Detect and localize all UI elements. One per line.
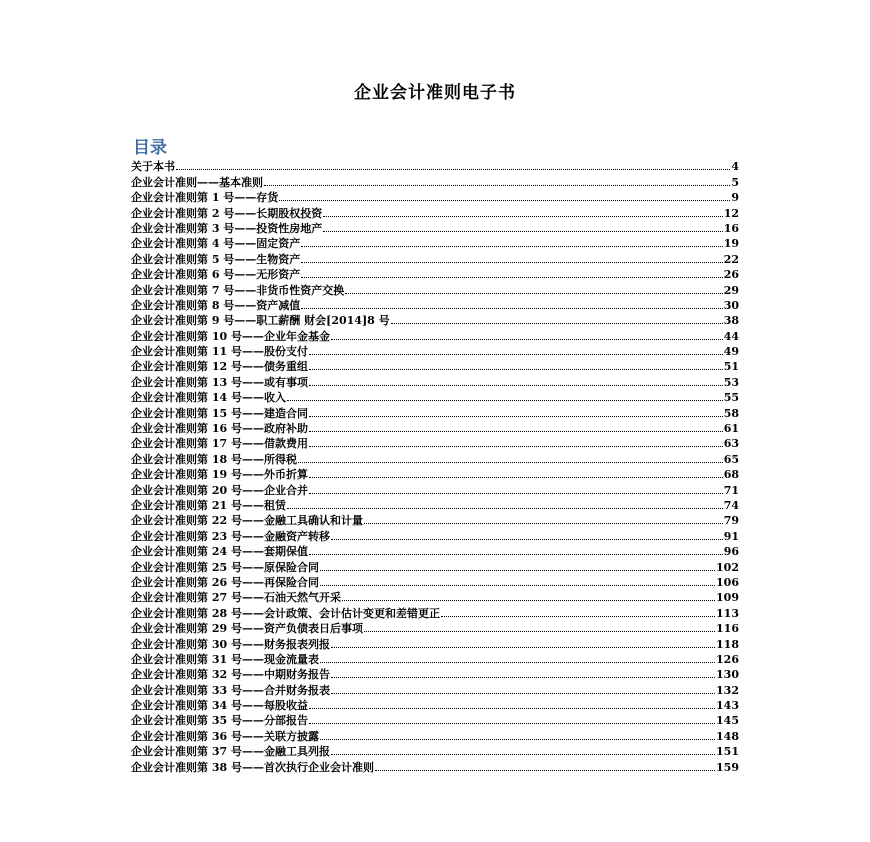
toc-entry[interactable]	[131, 575, 739, 590]
toc-entry-label: 企业会计准则第 32 号——中期财务报告	[131, 668, 330, 682]
toc-entry-label: 企业会计准则第 31 号——现金流量表	[131, 652, 319, 666]
toc-entry[interactable]	[131, 759, 739, 774]
toc-entry[interactable]	[131, 282, 739, 297]
toc-entry-page-number: 5	[731, 175, 739, 189]
toc-entry[interactable]	[131, 251, 739, 266]
toc-entry-page-number: 38	[723, 314, 739, 328]
toc-heading: 目录	[133, 138, 167, 158]
toc-entry[interactable]	[131, 682, 739, 697]
toc-entry-page-number: 74	[723, 498, 739, 512]
toc-entry-label: 企业会计准则第 35 号——分部报告	[131, 714, 308, 728]
toc-entry-page-number: 106	[716, 575, 739, 589]
toc-entry-page-number: 145	[716, 714, 739, 728]
toc-entry-page-number: 151	[716, 745, 739, 759]
toc-entry[interactable]	[131, 713, 739, 728]
toc-entry-page-number: 71	[723, 483, 739, 497]
toc-dot-leader	[176, 168, 730, 170]
toc-dot-leader	[309, 707, 715, 709]
toc-entry-page-number: 159	[716, 760, 739, 774]
toc-entry-label: 企业会计准则第 11 号——股份支付	[131, 345, 308, 359]
toc-entry[interactable]	[131, 205, 739, 220]
toc-entry-page-number: 126	[716, 652, 739, 666]
toc-dot-leader	[287, 507, 723, 509]
toc-entry-page-number: 68	[723, 468, 739, 482]
toc-entry-label: 企业会计准则第 30 号——财务报表列报	[131, 637, 330, 651]
toc-entry-label: 企业会计准则第 37 号——金融工具列报	[131, 745, 330, 759]
toc-dot-leader	[301, 245, 722, 247]
toc-entry-label: 企业会计准则第 21 号——租赁	[131, 498, 286, 512]
toc-entry[interactable]	[131, 467, 739, 482]
toc-dot-leader	[287, 399, 723, 401]
toc-dot-leader	[331, 676, 715, 678]
toc-entry-page-number: 51	[723, 360, 739, 374]
toc-entry-page-number: 16	[723, 221, 739, 235]
toc-entry[interactable]	[131, 359, 739, 374]
toc-entry[interactable]	[131, 451, 739, 466]
toc-entry-page-number: 91	[723, 529, 739, 543]
toc-entry-page-number: 118	[716, 637, 739, 651]
toc-entry-label: 企业会计准则第 1 号——存货	[131, 191, 279, 205]
toc-dot-leader	[331, 338, 723, 340]
toc-dot-leader	[391, 322, 723, 324]
toc-entry-label: 企业会计准则第 34 号——每股收益	[131, 699, 308, 713]
toc-entry-label: 企业会计准则第 26 号——再保险合同	[131, 575, 319, 589]
toc-dot-leader	[320, 661, 715, 663]
toc-entry-label: 企业会计准则第 19 号——外币折算	[131, 468, 308, 482]
toc-entry[interactable]	[131, 374, 739, 389]
toc-entry[interactable]	[131, 159, 739, 174]
toc-entry-page-number: 44	[723, 329, 739, 343]
toc-dot-leader	[331, 753, 715, 755]
toc-dot-leader	[301, 276, 722, 278]
toc-entry[interactable]	[131, 698, 739, 713]
toc-dot-leader	[323, 215, 722, 217]
toc-entry-label: 企业会计准则第 33 号——合并财务报表	[131, 683, 330, 697]
toc-entry-label: 企业会计准则第 10 号——企业年金基金	[131, 329, 330, 343]
toc-dot-leader	[309, 553, 723, 555]
toc-dot-leader	[309, 430, 723, 432]
toc-dot-leader	[364, 630, 715, 632]
toc-entry[interactable]	[131, 405, 739, 420]
toc-entry[interactable]	[131, 236, 739, 251]
toc-entry[interactable]	[131, 590, 739, 605]
toc-entry-page-number: 19	[723, 237, 739, 251]
toc-entry-page-number: 55	[723, 391, 739, 405]
toc-entry-page-number: 148	[716, 729, 739, 743]
toc-entry-label: 企业会计准则第 18 号——所得税	[131, 452, 297, 466]
toc-dot-leader	[309, 492, 723, 494]
toc-entry-page-number: 53	[723, 375, 739, 389]
document-title: 企业会计准则电子书	[354, 83, 516, 103]
toc-dot-leader	[309, 445, 723, 447]
toc-entry-page-number: 30	[723, 298, 739, 312]
toc-dot-leader	[301, 261, 722, 263]
toc-entry[interactable]	[131, 728, 739, 743]
toc-dot-leader	[279, 199, 730, 201]
toc-entry[interactable]	[131, 221, 739, 236]
toc-dot-leader	[331, 646, 715, 648]
toc-dot-leader	[309, 415, 723, 417]
toc-entry-label: 关于本书	[131, 160, 175, 174]
toc-dot-leader	[364, 522, 723, 524]
toc-entry-page-number: 113	[716, 606, 739, 620]
toc-entry[interactable]	[131, 652, 739, 667]
toc-dot-leader	[323, 230, 722, 232]
toc-entry[interactable]	[131, 513, 739, 528]
toc-entry-label: 企业会计准则第 7 号——非货币性资产交换	[131, 283, 345, 297]
toc-entry[interactable]	[131, 498, 739, 513]
toc-entry[interactable]	[131, 636, 739, 651]
toc-entry-page-number: 4	[731, 160, 739, 174]
toc-dot-leader	[309, 722, 715, 724]
toc-dot-leader	[309, 368, 723, 370]
toc-entry-page-number: 130	[716, 668, 739, 682]
toc-entry-page-number: 132	[716, 683, 739, 697]
toc-entry-label: 企业会计准则第 13 号——或有事项	[131, 375, 308, 389]
toc-entry[interactable]	[131, 421, 739, 436]
toc-entry-page-number: 49	[723, 345, 739, 359]
toc-entry-page-number: 58	[723, 406, 739, 420]
toc-dot-leader	[309, 384, 723, 386]
toc-entry-label: 企业会计准则第 36 号——关联方披露	[131, 729, 319, 743]
toc-entry-label: 企业会计准则第 24 号——套期保值	[131, 545, 308, 559]
toc-entry-label: 企业会计准则第 15 号——建造合同	[131, 406, 308, 420]
toc-entry[interactable]	[131, 298, 739, 313]
toc-entry-page-number: 143	[716, 699, 739, 713]
toc-entry-label: 企业会计准则第 6 号——无形资产	[131, 268, 301, 282]
toc-entry-page-number: 79	[723, 514, 739, 528]
toc-entry-page-number: 61	[723, 422, 739, 436]
toc-entry[interactable]	[131, 482, 739, 497]
toc-entry-label: 企业会计准则第 4 号——固定资产	[131, 237, 301, 251]
toc-entry-label: 企业会计准则第 28 号——会计政策、会计估计变更和差错更正	[131, 606, 440, 620]
toc-entry-page-number: 29	[723, 283, 739, 297]
table-of-contents	[131, 159, 739, 775]
toc-entry[interactable]	[131, 313, 739, 328]
toc-dot-leader	[375, 769, 715, 771]
toc-entry[interactable]	[131, 344, 739, 359]
toc-dot-leader	[298, 461, 723, 463]
toc-entry-page-number: 96	[723, 545, 739, 559]
toc-dot-leader	[345, 292, 722, 294]
toc-dot-leader	[331, 692, 715, 694]
toc-entry[interactable]	[131, 667, 739, 682]
toc-dot-leader	[309, 353, 723, 355]
toc-dot-leader	[331, 538, 723, 540]
toc-entry-label: 企业会计准则——基本准则	[131, 175, 263, 189]
toc-dot-leader	[264, 184, 730, 186]
toc-entry-label: 企业会计准则第 2 号——长期股权投资	[131, 206, 323, 220]
toc-dot-leader	[320, 738, 715, 740]
toc-entry[interactable]	[131, 174, 739, 189]
toc-dot-leader	[342, 599, 715, 601]
toc-entry-page-number: 22	[723, 252, 739, 266]
toc-dot-leader	[441, 615, 715, 617]
toc-entry-label: 企业会计准则第 38 号——首次执行企业会计准则	[131, 760, 374, 774]
toc-dot-leader	[320, 569, 715, 571]
toc-entry-label: 企业会计准则第 12 号——债务重组	[131, 360, 308, 374]
toc-entry-label: 企业会计准则第 14 号——收入	[131, 391, 286, 405]
toc-entry-label: 企业会计准则第 20 号——企业合并	[131, 483, 308, 497]
toc-entry[interactable]	[131, 436, 739, 451]
toc-entry-label: 企业会计准则第 23 号——金融资产转移	[131, 529, 330, 543]
toc-entry-label: 企业会计准则第 25 号——原保险合同	[131, 560, 319, 574]
toc-entry-page-number: 116	[716, 622, 739, 636]
toc-entry[interactable]	[131, 328, 739, 343]
toc-entry[interactable]	[131, 267, 739, 282]
toc-entry[interactable]	[131, 528, 739, 543]
toc-entry-label: 企业会计准则第 17 号——借款费用	[131, 437, 308, 451]
toc-dot-leader	[320, 584, 715, 586]
toc-entry[interactable]	[131, 190, 739, 205]
toc-entry-label: 企业会计准则第 22 号——金融工具确认和计量	[131, 514, 363, 528]
toc-entry-page-number: 26	[723, 268, 739, 282]
toc-entry-label: 企业会计准则第 9 号——职工薪酬 财会[2014]8 号	[131, 314, 390, 328]
toc-entry-label: 企业会计准则第 5 号——生物资产	[131, 252, 301, 266]
toc-entry-label: 企业会计准则第 29 号——资产负债表日后事项	[131, 622, 363, 636]
toc-entry-page-number: 109	[716, 591, 739, 605]
toc-entry-page-number: 65	[723, 452, 739, 466]
toc-entry[interactable]	[131, 390, 739, 405]
toc-entry[interactable]	[131, 744, 739, 759]
toc-entry[interactable]	[131, 605, 739, 620]
toc-dot-leader	[301, 307, 722, 309]
toc-entry-label: 企业会计准则第 16 号——政府补助	[131, 422, 308, 436]
toc-entry-page-number: 9	[731, 191, 739, 205]
toc-entry[interactable]	[131, 544, 739, 559]
toc-entry[interactable]	[131, 559, 739, 574]
toc-entry-page-number: 12	[723, 206, 739, 220]
toc-dot-leader	[309, 476, 723, 478]
toc-entry-label: 企业会计准则第 3 号——投资性房地产	[131, 221, 323, 235]
toc-entry[interactable]	[131, 621, 739, 636]
toc-entry-page-number: 63	[723, 437, 739, 451]
toc-entry-label: 企业会计准则第 8 号——资产减值	[131, 298, 301, 312]
toc-entry-page-number: 102	[716, 560, 739, 574]
toc-entry-label: 企业会计准则第 27 号——石油天然气开采	[131, 591, 341, 605]
